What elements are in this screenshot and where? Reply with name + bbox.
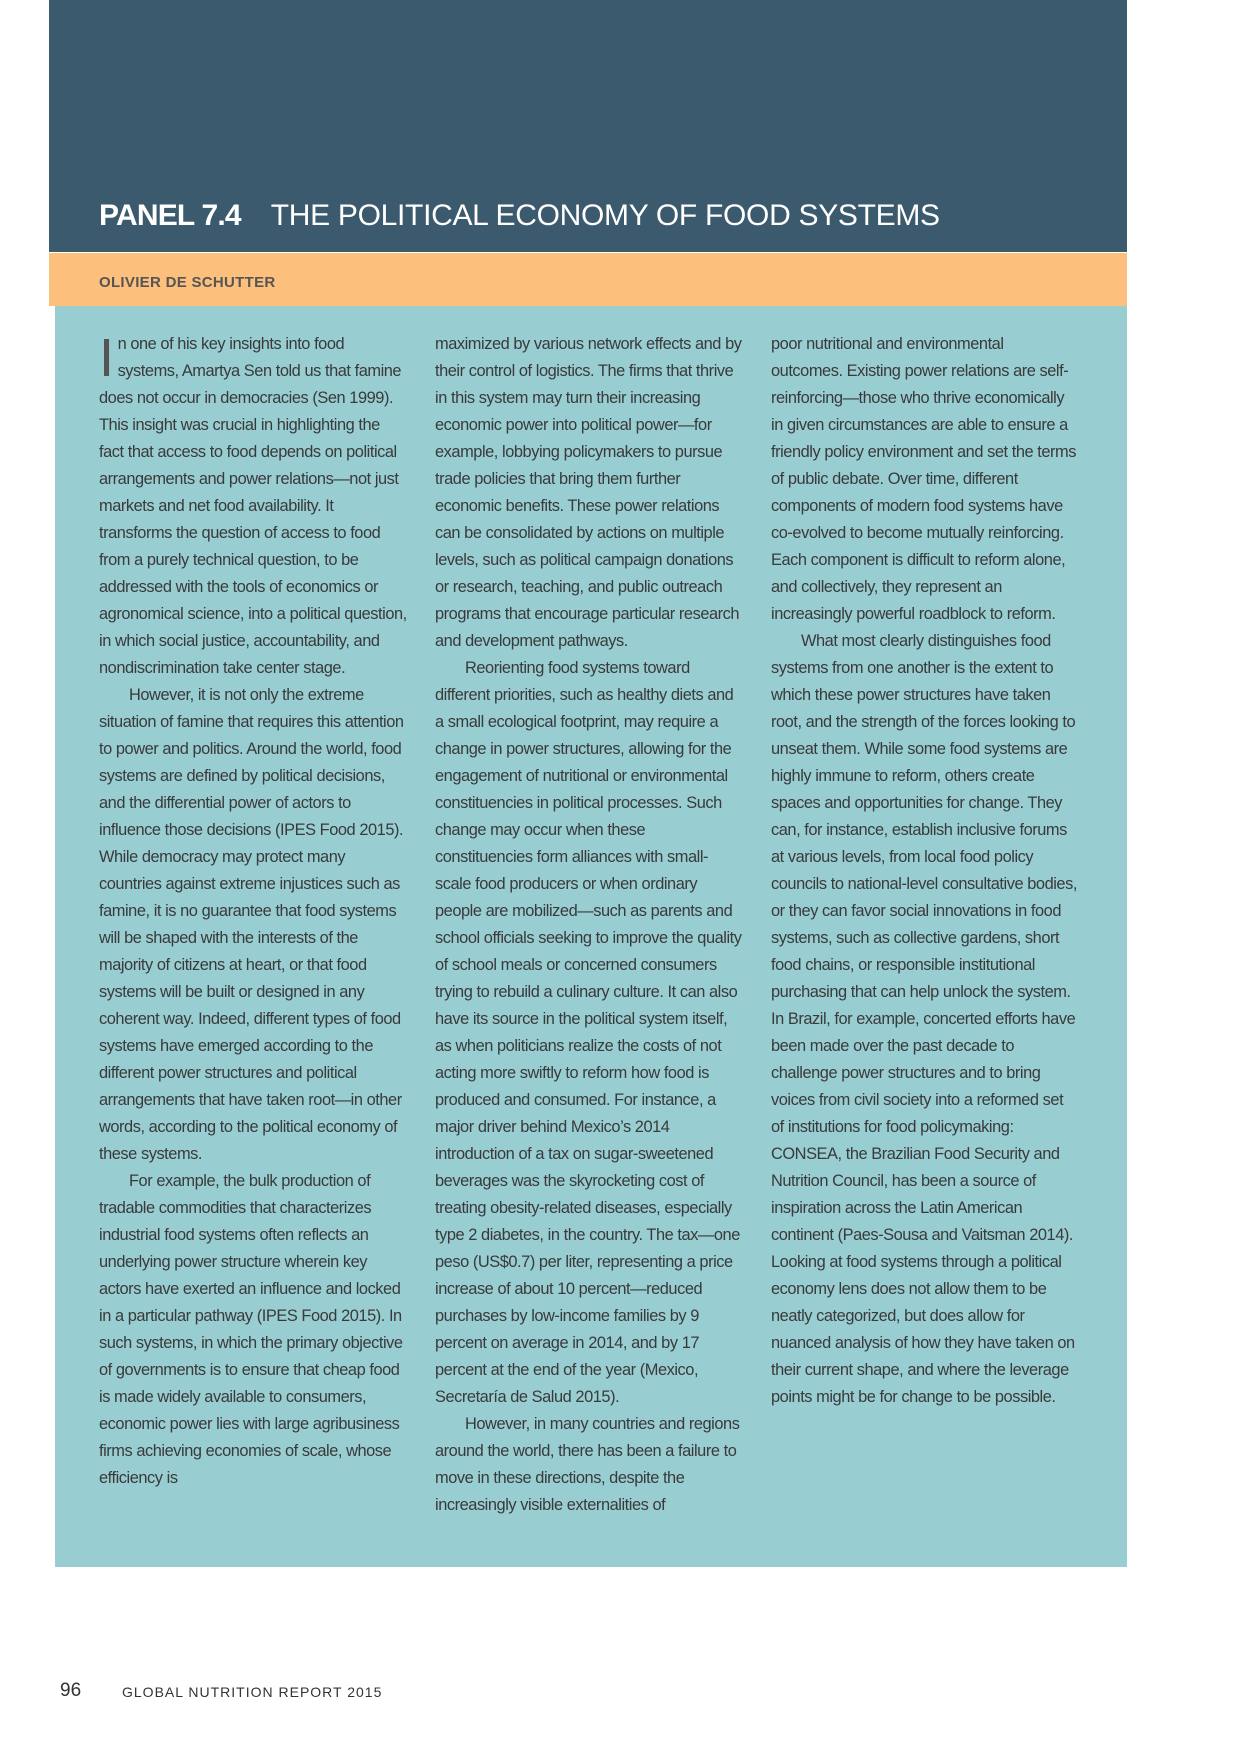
author-bar: [49, 253, 1127, 306]
column-2: [435, 331, 743, 1519]
paragraph: However, in many countries and regions around the world, there has been a failure to move in these directions, despite the increasingly visible externalities of: [435, 1415, 740, 1514]
panel-body: [55, 306, 1127, 1567]
text-columns: [99, 328, 1079, 1519]
panel-title-text: THE POLITICAL ECONOMY OF FOOD SYSTEMS: [270, 199, 940, 232]
publication-title: GLOBAL NUTRITION REPORT 2015: [122, 1684, 383, 1700]
paragraph: Reorienting food systems toward different priorities, such as healthy diets and a small ecological footprint, may require a change in power structures, allowing for the engagement of nutritional or environmental constituencies in political processes. Such change may occur when these constituencies form alliances with small-scale food producers or when ordinary people are mobilized—such as parents and school officials seeking to improve the quality of school meals or concerned consumers trying to rebuild a culinary culture. It can also have its source in the political system itself, as when politicians realize the costs of not acting more swiftly to reform how food is produced and consumed. For instance, a major driver behind Mexico’s 2014 introduction of a tax on sugar-sweetened beverages was the skyrocketing cost of treating obesity-related diseases, especially type 2 diabetes, in the country. The tax—one peso (US$0.7) per liter, representing a price increase of about 10 percent—reduced purchases by low-income families by 9 percent on average in 2014, and by 17 percent at the end of the year (Mexico, Secretaría de Salud 2015).: [435, 659, 742, 1406]
paragraph: For example, the bulk production of tradable commodities that characterizes industrial food systems often reflects an underlying power structure wherein key actors have exerted an influence and locked in a particular pathway (IPES Food 2015). In such systems, in which the primary objective of governments is to ensure that cheap food is made widely available to consumers, economic power lies with large agribusiness firms achieving economies of scale, whose efficiency is: [99, 1172, 403, 1487]
paragraph-text: n one of his key insights into food systems, Amartya Sen told us that famine does not occur in democracies (Sen 1999). This insight was crucial in highlighting the fact that access to food depends on political arrangements and power relations—not just markets and net food availability. It transforms the question of access to food from a purely technical question, to be addressed with the tools of economics or agronomical science, into a political question, in which social justice, accountability, and nondiscrimination take center stage.: [99, 335, 407, 677]
paragraph: poor nutritional and environmental outcomes. Existing power relations are self-reinforcing—those who thrive economically in given circumstances are able to ensure a friendly policy environment and set the terms of public debate. Over time, different components of modern food systems have co-evolved to become mutually reinforcing. Each component is difficult to reform alone, and collectively, they represent an increasingly powerful roadblock to reform.: [771, 335, 1076, 623]
column-3: [771, 331, 1079, 1519]
panel-header: [49, 0, 1127, 252]
paragraph: maximized by various network effects and by their control of logistics. The firms that thrive in this system may turn their increasing economic power into political power—for example, lobbying policymakers to pursue trade policies that bring them further economic benefits. These power relations can be consolidated by actions on multiple levels, such as political campaign donations or research, teaching, and public outreach programs that encourage particular research and development pathways.: [435, 335, 742, 650]
author-name: OLIVIER DE SCHUTTER: [99, 274, 276, 291]
paragraph: What most clearly distinguishes food systems from one another is the extent to which these power structures have taken root, and the strength of the forces looking to unseat them. While some food systems are highly immune to reform, others create spaces and opportunities for change. They can, for instance, establish inclusive forums at various levels, from local food policy councils to national-level consultative bodies, or they can favor social innovations in food systems, such as collective gardens, short food chains, or responsible institutional purchasing that can help unlock the system. In Brazil, for example, concerted efforts have been made over the past decade to challenge power structures and to bring voices from civil society into a reformed set of institutions for food policymaking: CONSEA, the Brazilian Food Security and Nutrition Council, has been a source of inspiration across the Latin American continent (Paes-Sousa and Vaitsman 2014). Looking at food systems through a political economy lens does not allow them to be neatly categorized, but does allow for nuanced analysis of how they have taken on their current shape, and where the leverage points might be for change to be possible.: [771, 632, 1077, 1406]
page-number: 96: [60, 1680, 82, 1701]
drop-cap: I: [99, 328, 114, 388]
paragraph: [99, 328, 407, 682]
column-1: [99, 328, 407, 1519]
panel-title: [99, 199, 940, 233]
paragraph: However, it is not only the extreme situation of famine that requires this attention to power and politics. Around the world, food systems are defined by political decisions, and the differential power of actors to influence those decisions (IPES Food 2015). While democracy may protect many countries against extreme injustices such as famine, it is no guarantee that food systems will be shaped with the interests of the majority of citizens at heart, or that food systems will be built or designed in any coherent way. Indeed, different types of food systems have emerged according to the different power structures and political arrangements that have taken root—in other words, according to the political economy of these systems.: [99, 686, 404, 1163]
panel-number: PANEL 7.4: [99, 199, 241, 232]
